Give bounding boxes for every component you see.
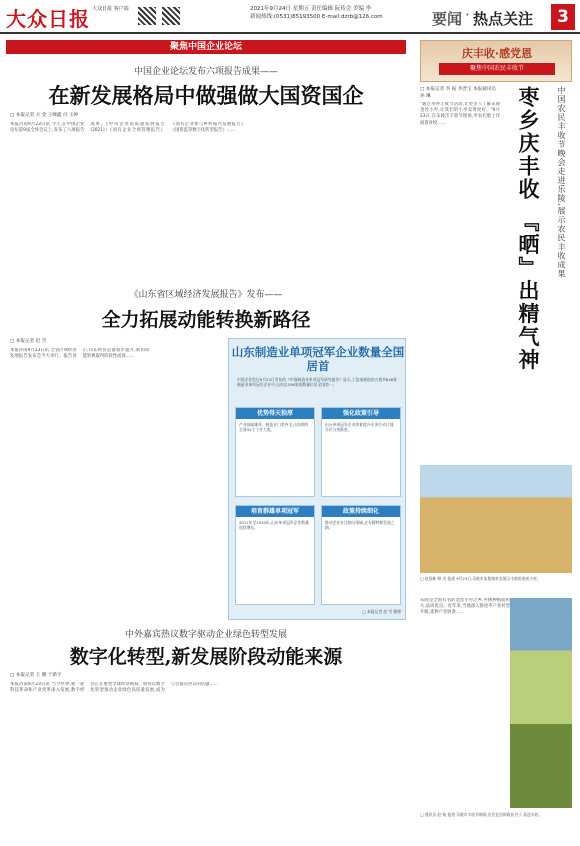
topic-band: 聚焦中国企业论坛: [6, 40, 406, 54]
infographic-box-title: 培育群雄单项冠军: [236, 506, 314, 517]
infographic-box-text: 推动企业专注细分领域,走专精特新发展之路。: [325, 520, 395, 531]
header-date-line: 2021年9月24日 星期五 责任编辑 阮传会 美编 李: [250, 6, 372, 12]
section-separator: ·: [465, 6, 470, 24]
qr-code-icon: [162, 7, 180, 25]
article1-kicker: 中国企业论坛发布六项报告成果——: [133, 67, 278, 77]
harvest-banner: [420, 40, 572, 82]
section-name: 热点关注: [473, 10, 534, 28]
infographic-box-title: 优势得天独厚: [236, 408, 314, 419]
article2-headline: 全力拓展动能转换新路径: [101, 309, 311, 331]
article3-kicker: 中外嘉宾热议数字驱动企业绿色转型发展: [124, 630, 287, 640]
infographic-box-text: 出台单项冠军企业培育提升专项行动计划,分层分类推进。: [325, 422, 395, 433]
article1-headline: 在新发展格局中做强做大国资国企: [48, 83, 364, 108]
article2-body: 本报济南9月23日讯 全省区域经济发展报告发布会今天举行。报告显示,山东经济总量稳步提升,新旧动能转换取得阶段性成效……: [10, 348, 150, 360]
article3-headline: 数字化转型,新发展阶段动能来源: [69, 646, 343, 668]
article1-body: 本报济南9月23日讯 今天,在中国企业论坛第9届全体会议上,发布了六项报告成果。《中央企业高质量发展报告(2021)》《国有企业合规管理报告》《国有企业参与乡村振兴发展报告》《国资监管数字化转型报告》……: [10, 122, 246, 134]
page-number: 3: [551, 4, 575, 30]
infographic-box-title: 政策持续细化: [322, 506, 400, 517]
article1-byline: □ 本报记者 方 金 王峰鑫 付 玉婷: [10, 113, 79, 118]
infographic-intro: 中国企业论坛9月23日发布的《中国制造业单项冠军研究报告》显示,工信部遴选的五批共848家制造业单项冠军企业中,山东以106家的数量位居全国第一。: [237, 377, 397, 388]
article3-byline: □ 本报记者 王 腾 于新宇: [10, 673, 62, 678]
infographic-box: [321, 505, 401, 605]
infographic-credit: □ 本报记者 赵 雪 整理: [362, 609, 401, 614]
harvest-banner-title: 庆丰收·感党恩: [461, 47, 533, 60]
article2-kicker: 《山东省区域经济发展报告》发布——: [129, 290, 283, 300]
right-byline: □ 本报记者 李 振 李晋宝 本报通讯员 孙 琳: [420, 87, 496, 99]
article2-byline: □ 本报记者 赵 雪: [10, 339, 47, 344]
infographic-box: [235, 505, 315, 605]
harvest-banner-subtitle: 聚焦中国农民丰收节: [439, 63, 555, 75]
infographic: [228, 338, 406, 620]
newspaper-logo: 大众日报: [6, 7, 90, 31]
infographic-box-text: 2017年至2020年,山东单项冠军企业数量连续增长。: [239, 520, 309, 531]
right-vertical-headline: 枣乡庆丰收 『晒』出精气神: [516, 86, 541, 372]
infographic-title: 山东制造业单项冠军企业数量全国居首: [231, 345, 405, 373]
logo-subtitle: 大众日报 客户端: [92, 6, 129, 12]
qr-code-icon: [138, 7, 156, 25]
article3-body: 本报济南9月23日讯 当今世界,新一轮科技革命和产业变革深入发展,数字经济正在重塑全球经济格局。如何以数字化转型推动企业绿色高质量发展,成为与会嘉宾热议的话题……: [10, 682, 219, 694]
infographic-box-title: 强化政策引导: [322, 408, 400, 419]
right-body-1: "通过举办丰收节活动,让更多人了解乐陵金丝小枣,让我们的小枣卖得更好。"9月23日,在乐陵市丰收节现场,枣农们脸上洋溢着喜悦……: [420, 102, 500, 126]
farmer-photo: [420, 465, 572, 573]
infographic-box-text: 产业基础雄厚、制造业门类齐全,山东拥有全部41个工业大类。: [239, 422, 309, 433]
right-body-2: 乐陵是全国有名的金丝小枣之乡,枣树种植面积大,品质优良。近年来,当地深入推进枣产业转型升级,延伸产业链条……: [420, 598, 510, 808]
photo2-caption: □ 通讯员 赵 杨 报道 乐陵市丰收节期间,农民在田间收获谷子,喜迎丰收。: [420, 812, 543, 817]
header-meta: [250, 5, 420, 21]
section-label: 要闻: [432, 10, 463, 28]
right-vertical-subhead: 中国农民丰收节晚会走进乐陵,展示农民丰收成果: [557, 86, 566, 279]
infographic-box: [235, 407, 315, 497]
header-contact-line: 新闻热线:(0531)85193500 E-mail:dzrb@126.com: [250, 14, 383, 20]
photo1-caption: □ 赵国栋 韩 杰 报道 9月23日,乐陵市朱集镇枣农展示丰收的金丝小枣。: [420, 576, 541, 581]
infographic-box: [321, 407, 401, 497]
